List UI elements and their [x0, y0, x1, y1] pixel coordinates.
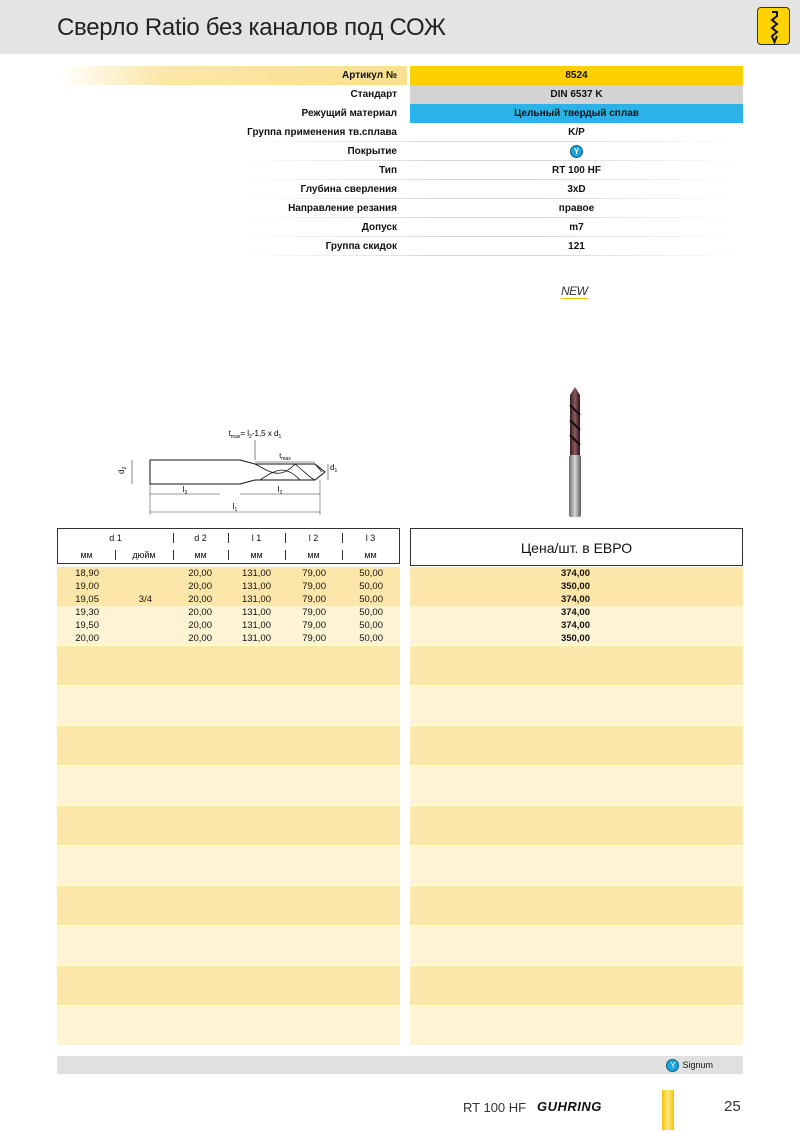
table-row [57, 632, 400, 645]
l2-label: $l_2$ [277, 485, 283, 496]
price-rows [410, 567, 743, 645]
cell-l1: 131,00 [241, 620, 271, 631]
dimension-table-header [57, 528, 400, 564]
spec-value: K/P [568, 127, 585, 138]
cell-d1: 19,50 [75, 620, 99, 631]
spec-value: Цельный твердый сплав [410, 104, 743, 123]
price-cell: 374,00 [410, 619, 743, 632]
brand-logo: GUHRING [537, 1099, 602, 1114]
spec-row-material [57, 104, 743, 123]
legend-bar [57, 1056, 743, 1074]
coating-badge-icon: Y [570, 145, 583, 158]
spec-label: Направление резания [288, 203, 397, 214]
spec-label: Тип [379, 165, 397, 176]
spec-label: Допуск [361, 222, 397, 233]
cell-l3: 50,00 [359, 633, 383, 644]
footer-stripe [662, 1090, 674, 1130]
row-divider [237, 255, 743, 256]
col-header-l2: l 2 [308, 533, 319, 543]
cell-l3: 50,00 [359, 568, 383, 579]
spec-row-standard [57, 85, 743, 104]
unit-label: мм [80, 550, 93, 560]
cell-l1: 131,00 [241, 633, 271, 644]
cell-l2: 79,00 [302, 594, 326, 605]
cell-l2: 79,00 [302, 620, 326, 631]
cell-l1: 131,00 [241, 581, 271, 592]
spec-row-tolerance [57, 218, 743, 237]
col-header-l1: l 1 [251, 533, 262, 543]
page-footer [0, 1088, 800, 1132]
l3-label: $l_3$ [182, 485, 188, 496]
signum-legend [666, 1058, 713, 1072]
units-header-row [57, 546, 400, 564]
spec-row-direction [57, 199, 743, 218]
price-cell: 374,00 [410, 606, 743, 619]
drill-icon [757, 7, 790, 45]
dimension-rows [57, 567, 400, 645]
spec-value: 8524 [410, 66, 743, 85]
spec-row-discount [57, 237, 743, 256]
table-row [57, 619, 400, 632]
cell-l1: 131,00 [241, 568, 271, 579]
spec-value: DIN 6537 K [410, 85, 743, 104]
spec-label: Группа скидок [325, 241, 397, 252]
cell-l3: 50,00 [359, 581, 383, 592]
spec-row-article [57, 66, 743, 85]
price-cell: 350,00 [410, 632, 743, 645]
spec-value [410, 142, 743, 161]
unit-label: дюйм [132, 550, 156, 560]
dimension-header-row [57, 528, 400, 546]
col-header-d2: d 2 [194, 533, 207, 543]
cell-l3: 50,00 [359, 620, 383, 631]
spec-value: 121 [568, 241, 585, 252]
footer-product: RT 100 HF [463, 1100, 527, 1115]
cell-d2: 20,00 [188, 607, 212, 618]
cell-l2: 79,00 [302, 607, 326, 618]
page-number: 25 [724, 1098, 741, 1115]
drill-photo [560, 385, 590, 525]
cell-l1: 131,00 [241, 607, 271, 618]
table-row [57, 593, 400, 606]
unit-label: мм [364, 550, 377, 560]
cell-d1: 19,30 [75, 607, 99, 618]
spec-row-depth [57, 180, 743, 199]
spec-label: Группа применения тв.сплава [247, 127, 397, 138]
tmax-label: $t_{max}$ [279, 453, 291, 462]
spec-value: RT 100 HF [552, 165, 601, 176]
cell-inch: 3/4 [138, 594, 152, 605]
spec-label: Артикул № [57, 66, 407, 85]
cell-d2: 20,00 [188, 633, 212, 644]
spec-label: Режущий материал [301, 108, 397, 119]
price-cell: 350,00 [410, 580, 743, 593]
cell-d2: 20,00 [188, 594, 212, 605]
signum-coating-icon: Y [666, 1059, 679, 1072]
cell-l3: 50,00 [359, 607, 383, 618]
cell-d1: 19,00 [75, 581, 99, 592]
table-row [57, 606, 400, 619]
col-header-d1: d 1 [109, 533, 122, 543]
l1-label: $l_1$ [232, 502, 238, 513]
spec-row-group [57, 123, 743, 142]
new-badge [561, 284, 588, 299]
cell-l2: 79,00 [302, 633, 326, 644]
cell-l2: 79,00 [302, 581, 326, 592]
cell-d2: 20,00 [188, 581, 212, 592]
unit-label: мм [250, 550, 263, 560]
cell-l2: 79,00 [302, 568, 326, 579]
cell-l3: 50,00 [359, 594, 383, 605]
spec-row-type [57, 161, 743, 180]
d1-label: $d_1$ [330, 463, 338, 474]
col-header-l3: l 3 [365, 533, 376, 543]
unit-label: мм [307, 550, 320, 560]
cell-d1: 18,90 [75, 568, 99, 579]
spec-value: m7 [569, 222, 584, 233]
spec-label: Покрытие [347, 146, 397, 157]
signum-label: Signum [682, 1060, 713, 1070]
unit-label: мм [194, 550, 207, 560]
price-cell: 374,00 [410, 593, 743, 606]
cell-l1: 131,00 [241, 594, 271, 605]
price-cell: 374,00 [410, 567, 743, 580]
price-header: Цена/шт. в ЕВРО [410, 528, 743, 566]
table-row [57, 567, 400, 580]
cell-d2: 20,00 [188, 620, 212, 631]
table-row [57, 580, 400, 593]
cell-d1: 19,05 [75, 594, 99, 605]
page-header [0, 0, 800, 54]
spec-row-coating [57, 142, 743, 161]
cell-d2: 20,00 [188, 568, 212, 579]
spec-value: 3xD [567, 184, 586, 195]
cell-d1: 20,00 [75, 633, 99, 644]
page-title: Сверло Ratio без каналов под СОЖ [57, 14, 446, 41]
spec-value: правое [558, 203, 595, 214]
spec-label: Стандарт [350, 89, 397, 100]
d2-label: $d_2$ [117, 466, 128, 474]
drill-technical-drawing [110, 420, 370, 520]
new-badge-text: NEW [561, 284, 588, 298]
spec-table [57, 66, 743, 256]
spec-label: Глубина сверления [300, 184, 397, 195]
formula-label: $t_{max}= l_2-1,5$ x $d_1$ [228, 429, 282, 440]
